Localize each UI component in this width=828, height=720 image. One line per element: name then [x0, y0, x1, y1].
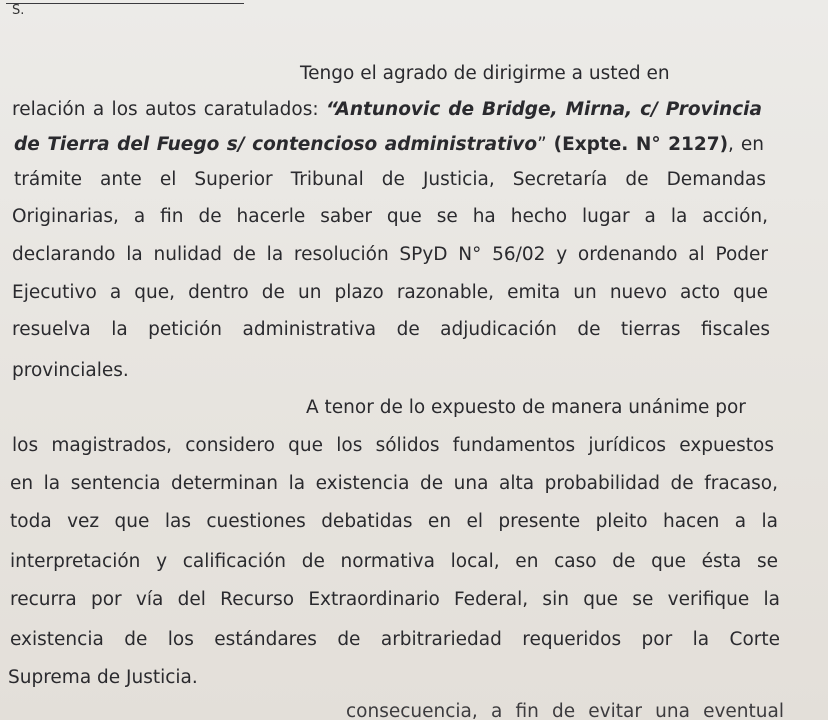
case-file-number: (Expte. N° 2127) — [553, 134, 729, 155]
p1-line-2-text: relación a los autos caratulados: — [12, 99, 326, 120]
p2-line-8: Suprema de Justicia. — [8, 667, 198, 688]
p1-line-1: Tengo el agrado de dirigirme a usted en — [300, 63, 670, 84]
case-title-start: “Antunovic de Bridge, Mirna, c/ Provincia — [326, 99, 762, 120]
p1-line-5: Originarias, a fin de hacerle saber que se ha hecho lugar a la acción, — [12, 206, 768, 227]
p2-line-6: recurra por vía del Recurso Extraordinario Federal, sin que se verifique la — [10, 589, 780, 610]
p2-line-7: existencia de los estándares de arbitrariedad requeridos por la Corte — [10, 629, 780, 650]
p2-line-2: los magistrados, considero que los sólidos fundamentos jurídicos expuestos — [12, 435, 774, 456]
p2-line-1: A tenor de lo expuesto de manera unánime por — [306, 397, 746, 418]
case-title-end: de Tierra del Fuego s/ contencioso administrativo — [14, 134, 538, 155]
p3-line-1: consecuencia, a fin de evitar una eventual — [346, 701, 784, 720]
signature-rule — [6, 3, 244, 4]
p2-line-4: toda vez que las cuestiones debatidas en el presente pleito hacen a la — [10, 511, 778, 532]
p1-line-4: trámite ante el Superior Tribunal de Justicia, Secretaría de Demandas — [14, 169, 766, 190]
p1-line-7: Ejecutivo a que, dentro de un plazo razonable, emita un nuevo acto que — [12, 282, 768, 303]
p1-line-8: resuelva la petición administrativa de adjudicación de tierras fiscales — [12, 319, 770, 340]
case-title-close: ” — [537, 134, 554, 155]
p2-line-5: interpretación y calificación de normativa local, en caso de que ésta se — [10, 551, 778, 572]
p1-line-3-tail: , en — [728, 134, 765, 155]
p1-line-6: declarando la nulidad de la resolución SPyD N° 56/02 y ordenando al Poder — [12, 244, 768, 265]
p1-line-9: provinciales. — [12, 360, 129, 381]
p1-line-2 — [12, 98, 762, 122]
p2-line-3: en la sentencia determinan la existencia de una alta probabilidad de fracaso, — [10, 473, 778, 494]
addressee-initial: S. — [12, 3, 25, 18]
p1-line-3 — [14, 133, 764, 157]
